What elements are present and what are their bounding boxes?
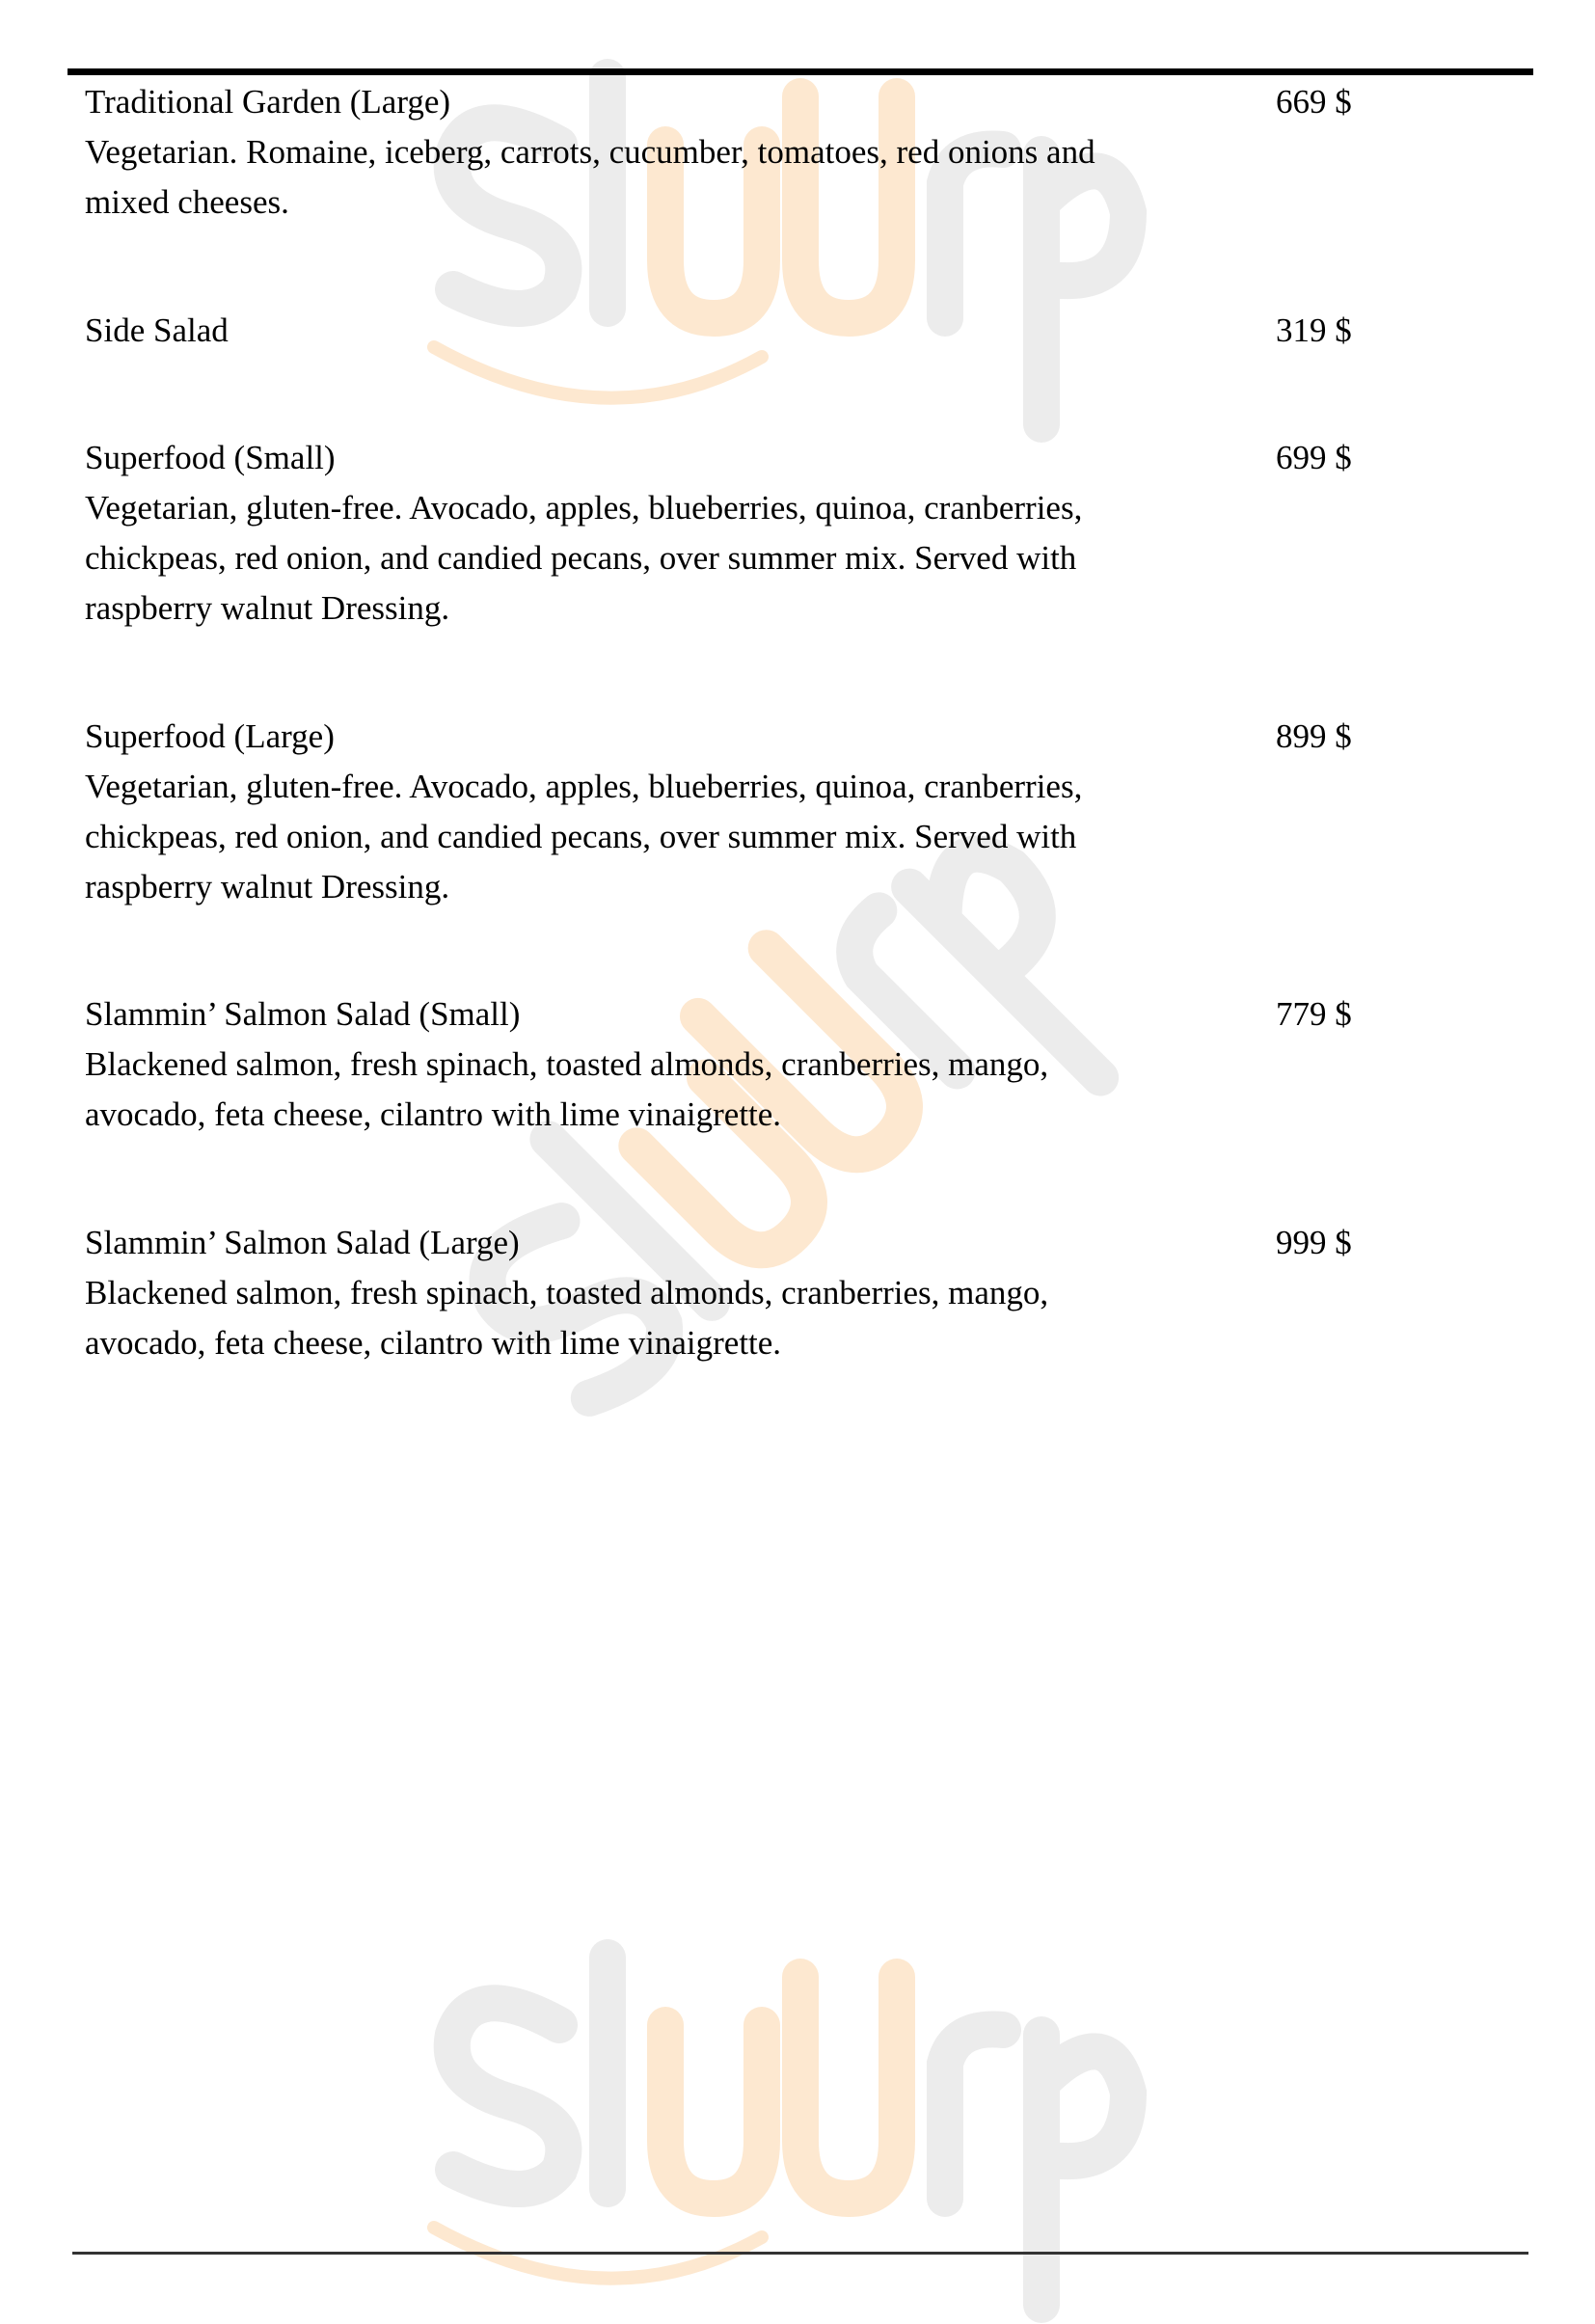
item-price: 669 $ bbox=[1276, 83, 1352, 121]
item-price: 999 $ bbox=[1276, 1224, 1352, 1261]
menu-item bbox=[85, 433, 1367, 634]
menu-item bbox=[85, 712, 1367, 912]
watermark-logo-bottom bbox=[415, 1919, 1186, 2324]
item-price: 779 $ bbox=[1276, 995, 1352, 1033]
menu-item bbox=[85, 306, 1367, 356]
menu-item bbox=[85, 989, 1367, 1140]
item-name: Superfood (Large) bbox=[85, 717, 335, 755]
item-price: 699 $ bbox=[1276, 439, 1352, 476]
item-description: Blackened salmon, fresh spinach, toasted almonds, cranberries, mango, avocado, feta cheese, cilantro with lime vinaigrette. bbox=[85, 1274, 1049, 1362]
item-name: Slammin’ Salmon Salad (Large) bbox=[85, 1224, 520, 1261]
bottom-divider bbox=[72, 2252, 1528, 2255]
item-price: 319 $ bbox=[1276, 311, 1352, 349]
top-divider bbox=[68, 68, 1533, 75]
item-name: Superfood (Small) bbox=[85, 439, 336, 476]
item-description: Vegetarian, gluten-free. Avocado, apples, blueberries, quinoa, cranberries, chickpeas, red onion, and candied pecans, over summer mix. Served with raspberry walnut Dressing. bbox=[85, 768, 1083, 905]
item-name: Slammin’ Salmon Salad (Small) bbox=[85, 995, 521, 1033]
item-name: Traditional Garden (Large) bbox=[85, 83, 451, 121]
item-description: Blackened salmon, fresh spinach, toasted almonds, cranberries, mango, avocado, feta cheese, cilantro with lime vinaigrette. bbox=[85, 1045, 1049, 1133]
item-price: 899 $ bbox=[1276, 717, 1352, 755]
menu-item bbox=[85, 77, 1367, 228]
item-description: Vegetarian, gluten-free. Avocado, apples, blueberries, quinoa, cranberries, chickpeas, red onion, and candied pecans, over summer mix. Served with raspberry walnut Dressing. bbox=[85, 489, 1083, 627]
item-description: Vegetarian. Romaine, iceberg, carrots, cucumber, tomatoes, red onions and mixed cheeses. bbox=[85, 133, 1095, 221]
menu-item bbox=[85, 1218, 1367, 1368]
item-name: Side Salad bbox=[85, 311, 229, 349]
